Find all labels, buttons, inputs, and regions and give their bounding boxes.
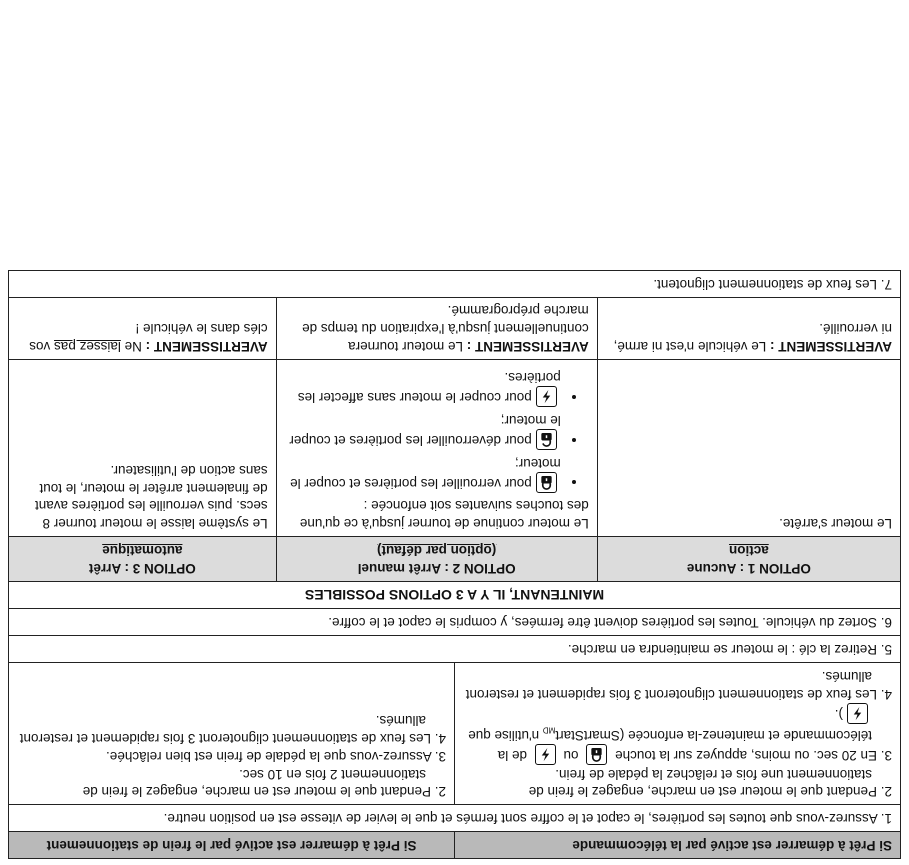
remote-start-instructions-table bbox=[8, 270, 901, 859]
option-2-warning: AVERTISSEMENT : Le moteur tournera continuellement jusqu'à l'expiration du temps de marche préprogrammé. bbox=[276, 297, 597, 359]
step-1: 1. Assurez-vous que toutes les portières, le capot et le coffre sont fermés et que le levier de vitesse est en position neutre. bbox=[9, 805, 901, 832]
option-3-warning: AVERTISSEMENT : Ne laissez pas vos clés dans le véhicule ! bbox=[9, 297, 277, 359]
list-item: • pour déverrouiller les portières et couper le moteur; bbox=[285, 411, 561, 450]
brake-step-4: 4. Les feux de stationnement clignoteront 3 fois rapidement et resteront allumés. bbox=[19, 713, 447, 746]
option-2-key-list bbox=[285, 368, 589, 492]
brake-steps-cell bbox=[9, 662, 455, 804]
list-item: • pour verrouiller les portières et couper le moteur; bbox=[285, 454, 561, 493]
brake-step-3: 3. Assurez-vous que la pédale de frein est bien relâchée. bbox=[106, 748, 447, 764]
list-item: • pour couper le moteur sans affecter les portières. bbox=[285, 368, 561, 407]
header-parking-brake-activation: Si Prêt à démarrer est activé par le frein de stationnement bbox=[9, 832, 455, 859]
remote-step-4: 4. Les feux de stationnement clignoteront 3 fois rapidement et resteront allumés. bbox=[465, 668, 892, 702]
option-1-heading: OPTION 1 : Aucune action bbox=[597, 537, 900, 582]
step-5: 5. Retirez la clé : le moteur se maintiendra en marche. bbox=[9, 636, 901, 663]
option-2-body: Le moteur continue de tourner jusqu'à ce qu'une des touches suivantes soit enfoncée : • pour verrouiller les portières et couper le moteur; • pour déverrouiller les portières et couper le moteur; • pour couper le moteur sans affecter les portières. bbox=[276, 360, 597, 537]
step-6: 6. Sortez du véhicule. Toutes les portières doivent être fermées, y compris le capot et le coffre. bbox=[9, 609, 901, 636]
brake-step-2: 2. Pendant que le moteur est en marche, engagez le frein de stationnement 2 fois en 10 sec. bbox=[82, 766, 447, 800]
lightning-icon bbox=[847, 703, 868, 724]
options-title: MAINTENANT, IL Y A 3 OPTIONS POSSIBLES bbox=[9, 581, 901, 608]
option-3-body: Le système laisse le moteur tourner 8 secs. puis verrouille les portières avant de finalement arrêter le moteur, le tout sans action de l'utilisateur. bbox=[9, 360, 277, 537]
option-3-heading: OPTION 3 : Arrêt automatique bbox=[9, 537, 277, 582]
lightning-icon bbox=[535, 744, 556, 765]
header-remote-activation: Si Prêt à démarrer est activé par la télécommande bbox=[455, 832, 901, 859]
option-2-heading: OPTION 2 : Arrêt manuel (option par défaut) bbox=[276, 537, 597, 582]
remote-step-3: 3. En 20 sec. ou moins, appuyez sur la touche ou de la télécommande et maintenez-la enfoncée (SmartStart$_{MD}$ n'utilise que ). bbox=[463, 703, 892, 765]
option-1-warning: AVERTISSEMENT : Le véhicule n'est ni armé, ni verrouillé. bbox=[597, 297, 900, 359]
step-7: 7. Les feux de stationnement clignotent. bbox=[9, 270, 901, 297]
remote-steps-cell bbox=[455, 662, 901, 804]
option-1-body: Le moteur s'arrête. bbox=[597, 360, 900, 537]
remote-step-2: 2. Pendant que le moteur est en marche, engagez le frein de stationnement une fois et relâchez la pédale de frein. bbox=[528, 766, 892, 800]
unlock-icon bbox=[536, 429, 557, 450]
lock-icon bbox=[586, 744, 607, 765]
lock-icon bbox=[536, 472, 557, 493]
lightning-icon bbox=[536, 386, 557, 407]
